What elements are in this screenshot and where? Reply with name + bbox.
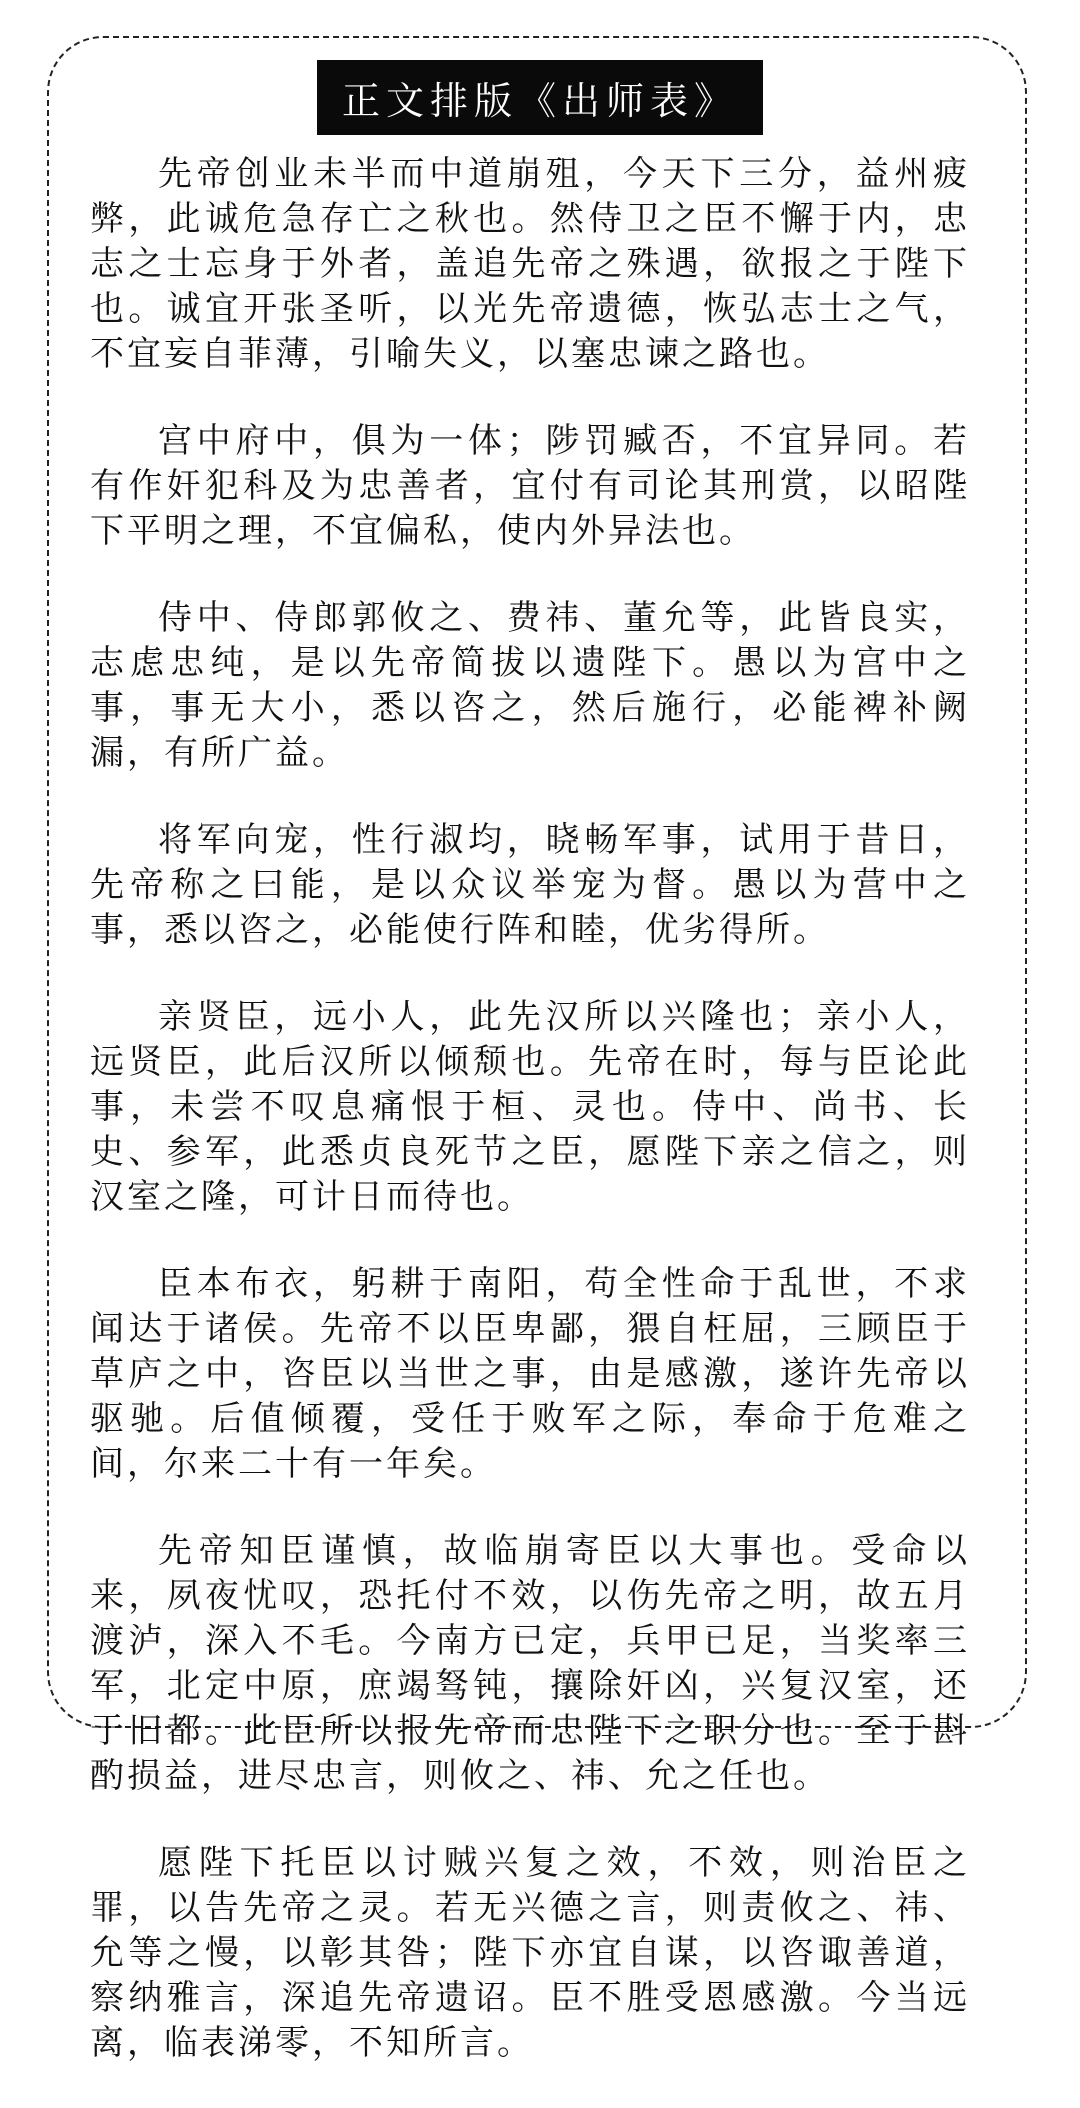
paragraph-7: 先帝知臣谨慎，故临崩寄臣以大事也。受命以来，夙夜忧叹，恐托付不效，以伤先帝之明，故五月渡泸，深入不毛。今南方已定，兵甲已足，当奖率三军，北定中原，庶竭驽钝，攘除奸凶，兴复汉室，还于旧都。此臣所以报先帝而忠陛下之职分也。至于斟酌损益，进尽忠言，则攸之、祎、允之任也。 [90,1531,970,1796]
paragraph-6: 臣本布衣，躬耕于南阳，苟全性命于乱世，不求闻达于诸侯。先帝不以臣卑鄙，猥自枉屈，三顾臣于草庐之中，咨臣以当世之事，由是感激，遂许先帝以驱驰。后值倾覆，受任于败军之际，奉命于危难之间，尔来二十有一年矣。 [90,1264,970,1484]
page-title: 正文排版《出师表》 [317,60,763,135]
paragraph-5: 亲贤臣，远小人，此先汉所以兴隆也；亲小人，远贤臣，此后汉所以倾颓也。先帝在时，每与臣论此事，未尝不叹息痛恨于桓、灵也。侍中、尚书、长史、参军，此悉贞良死节之臣，愿陛下亲之信之，则汉室之隆，可计日而待也。 [90,997,970,1217]
paragraph-4: 将军向宠，性行淑均，晓畅军事，试用于昔日，先帝称之曰能，是以众议举宠为督。愚以为营中之事，悉以咨之，必能使行阵和睦，优劣得所。 [90,820,970,950]
paragraph-3: 侍中、侍郎郭攸之、费祎、董允等，此皆良实，志虑忠纯，是以先帝简拔以遗陛下。愚以为宫中之事，事无大小，悉以咨之，然后施行，必能裨补阙漏，有所广益。 [90,598,970,773]
paragraph-8: 愿陛下托臣以讨贼兴复之效，不效，则治臣之罪，以告先帝之灵。若无兴德之言，则责攸之、祎、允等之慢，以彰其咎；陛下亦宜自谋，以咨诹善道，察纳雅言，深追先帝遗诏。臣不胜受恩感激。今当远离，临表涕零，不知所言。 [90,1843,970,2063]
essay-body [90,152,970,2108]
paragraph-1: 先帝创业未半而中道崩殂，今天下三分，益州疲弊，此诚危急存亡之秋也。然侍卫之臣不懈于内，忠志之士忘身于外者，盖追先帝之殊遇，欲报之于陛下也。诚宜开张圣听，以光先帝遗德，恢弘志士之气，不宜妄自菲薄，引喻失义，以塞忠谏之路也。 [90,154,970,374]
paragraph-2: 宫中府中，俱为一体；陟罚臧否，不宜异同。若有作奸犯科及为忠善者，宜付有司论其刑赏，以昭陛下平明之理，不宜偏私，使内外异法也。 [90,421,970,551]
